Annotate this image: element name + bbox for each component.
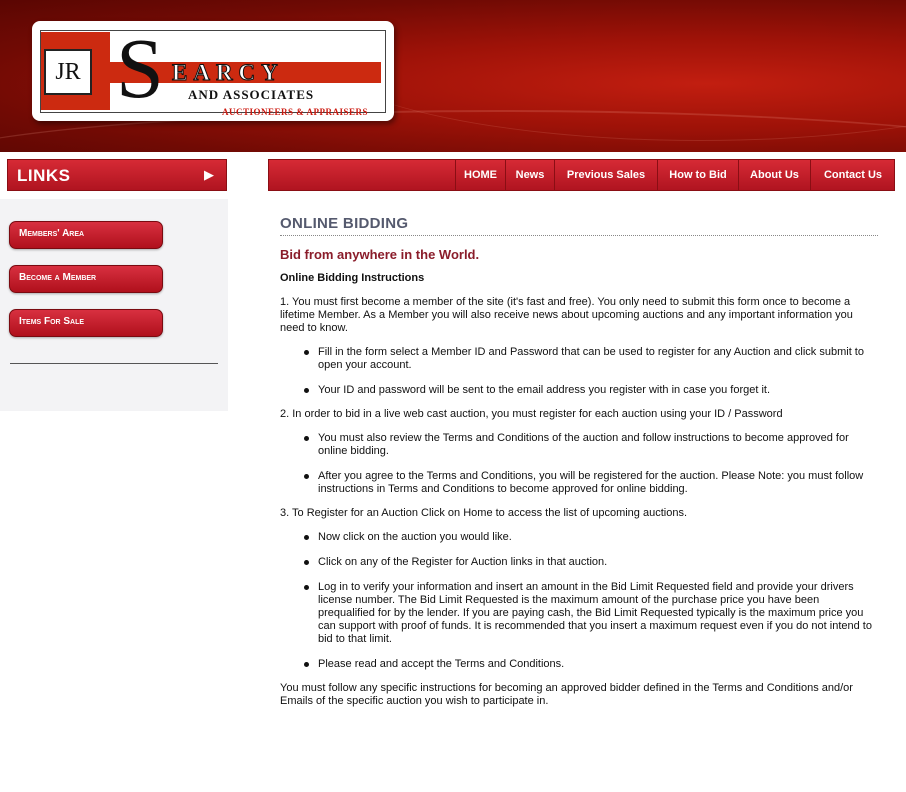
closing-text: You must follow any specific instructions for becoming an approved bidder defined in the Terms and Conditions and/or Emails of the specific auction you wish to participate in. — [280, 682, 853, 707]
list-item: Fill in the form select a Member ID and Password that can be used to register for any Auction and click submit to open your account. — [318, 346, 878, 372]
nav-how-to-bid[interactable]: How to Bid — [657, 160, 738, 190]
list-item: Log in to verify your information and insert an amount in the Bid Limit Requested field and provide your drivers license number. The Bid Limit Requested is the maximum amount of the purchase price you have been prequalified for by the lender. If you are paying cash, the Bid Limit Requested typically is the maximum price you can support with proof of funds. It is recommended that you insert a maximum request even if you do not intend to bid to that limit. — [318, 581, 878, 646]
nav-previous-sales[interactable]: Previous Sales — [554, 160, 657, 190]
step-1-list — [280, 346, 878, 397]
sidebar — [0, 199, 228, 411]
logo-jr-mark: JR — [44, 49, 92, 95]
instructions-heading: Online Bidding Instructions — [280, 272, 425, 284]
sidebar-item-become-member[interactable]: Become a Member — [9, 265, 163, 293]
step-2-list — [280, 432, 878, 496]
step-3-text: 3. To Register for an Auction Click on Home to access the list of upcoming auctions. — [280, 507, 687, 519]
step-1-text: 1. You must first become a member of the site (it's fast and free). You only need to submit this form once to become a lifetime Member. As a Member you will also receive news about upcoming auctions and any important information you need to know. — [280, 296, 853, 334]
links-heading: LINKS — [17, 166, 71, 185]
list-item: Click on any of the Register for Auction links in that auction. — [318, 556, 878, 569]
list-item: Please read and accept the Terms and Conditions. — [318, 658, 878, 671]
main-content — [280, 214, 878, 708]
page-title: ONLINE BIDDING — [280, 214, 878, 236]
sidebar-item-items-for-sale[interactable]: Items For Sale — [9, 309, 163, 337]
list-item: Now click on the auction you would like. — [318, 531, 878, 544]
nav-home[interactable]: HOME — [455, 160, 505, 190]
top-nav — [268, 159, 895, 191]
sidebar-item-members-area[interactable]: Members' Area — [9, 221, 163, 249]
site-logo[interactable] — [32, 21, 394, 121]
logo-s-letter: S — [116, 20, 164, 116]
page-subtitle: Bid from anywhere in the World. — [280, 247, 480, 262]
step-3-list — [280, 531, 878, 671]
nav-contact-us[interactable]: Contact Us — [810, 160, 895, 190]
nav-about-us[interactable]: About Us — [738, 160, 810, 190]
step-2-text: 2. In order to bid in a live web cast auction, you must register for each auction using your ID / Password — [280, 408, 783, 420]
arrow-right-icon: ▶ — [204, 167, 214, 182]
logo-name: EARCY — [172, 60, 284, 85]
list-item: Your ID and password will be sent to the email address you register with in case you forget it. — [318, 384, 878, 397]
logo-associates: AND ASSOCIATES — [188, 87, 315, 102]
links-heading-bar — [7, 159, 227, 191]
nav-news[interactable]: News — [505, 160, 554, 190]
sidebar-divider — [10, 363, 218, 364]
list-item: You must also review the Terms and Conditions of the auction and follow instructions to become approved for online bidding. — [318, 432, 878, 458]
site-header — [0, 0, 906, 152]
logo-tagline: AUCTIONEERS & APPRAISERS — [222, 107, 369, 117]
list-item: After you agree to the Terms and Conditions, you will be registered for the auction. Please Note: you must follow instructions in Terms and Conditions to become approved for online bidding. — [318, 470, 878, 496]
